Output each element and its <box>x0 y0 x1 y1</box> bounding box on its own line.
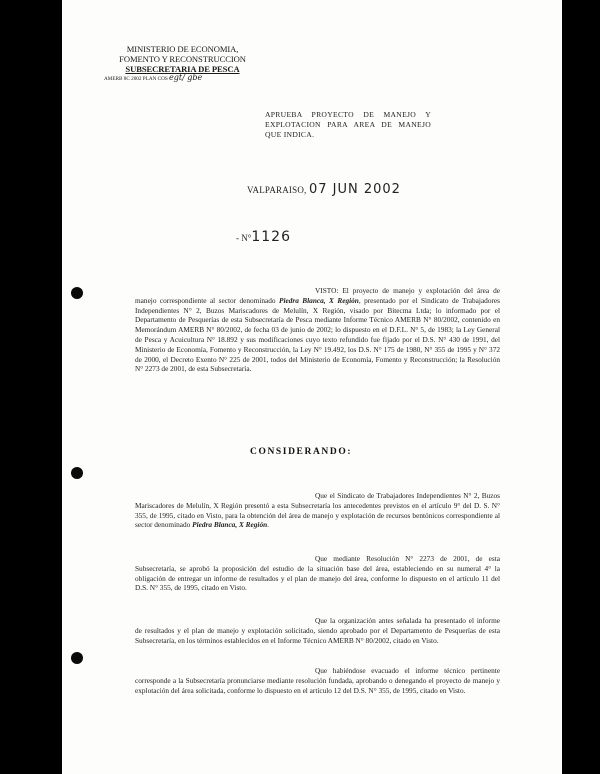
considerando-text: Que habiéndose evacuado el informe técnico pertinente corresponde a la Subsecretaría pronunciarse mediante resolución fundada, aprobando o denegando el proyecto de manejo y explotación del área solicitada, conforme lo dispuesto en el artículo 12 del D.S. N° 355, de 1995, citado en Visto. <box>135 666 500 695</box>
punch-hole <box>71 467 83 479</box>
considerando-paragraph <box>135 616 500 645</box>
visto-text: VISTO: El proyecto de manejo y explotación del área de manejo correspondiente al sector denominado <box>135 286 500 305</box>
considerando-paragraph <box>135 491 500 530</box>
considerando-text: Que mediante Resolución N° 2273 de 2001, de esta Subsecretaría, se aprobó la proposición del estudio de la situación base del área, estableciendo en su numeral 4° la obligación de entregar un informe de resultados y el plan de manejo del área, conforme lo dispuesto en el artículo 11 del D.S. N° 355, de 1995, citado en Visto. <box>135 554 500 593</box>
considerando-text: Que el Sindicato de Trabajadores Independientes N° 2, Buzos Mariscadores de Melulín, X Región presentó a esta Subsecretaría los antecedentes previstos en el artículo 9° del D. S. N° 355, de 1995, citado en Visto, para la obtención del área de manejo y explotación de recursos bentónicos correspondiente al sector denominado <box>135 491 500 530</box>
considerando-text: Que la organización antes señalada ha presentado el informe de resultados y el plan de manejo y explotación solicitado, siendo aprobado por el Departamento de Pesquerías de esta Subsecretaría, en los términos establecidos en el Informe Técnico AMERB N° 80/2002, citado en Visto. <box>135 616 500 645</box>
punch-hole <box>71 287 83 299</box>
reference-code: AMERB 8C 2002 PLAN COS <box>104 76 168 82</box>
considerando-heading: CONSIDERANDO: <box>250 447 353 457</box>
resolution-subject: APRUEBA PROYECTO DE MANEJO Y EXPLOTACION PARA AREA DE MANEJO QUE INDICA. <box>265 110 431 139</box>
letterhead-subsecretaria: SUBSECRETARIA DE PESCA <box>125 64 240 74</box>
letterhead-ministry: MINISTERIO DE ECONOMIA, <box>126 44 239 54</box>
considerando-paragraph <box>135 554 500 593</box>
resolution-number: - N°1126 <box>236 229 291 245</box>
visto-paragraph <box>135 286 500 374</box>
handwritten-initials: egt/ gbe <box>169 73 203 82</box>
considerando-end: . <box>267 520 269 530</box>
date-line <box>247 182 401 197</box>
considerando-sector: Piedra Blanca, X Región <box>192 520 268 530</box>
number-prefix: N° <box>241 233 252 243</box>
considerando-paragraph <box>135 666 500 695</box>
letterhead <box>90 44 275 83</box>
visto-sector: Piedra Blanca, X Región <box>279 295 359 305</box>
date-stamp: 07 JUN 2002 <box>308 182 401 197</box>
letterhead-ministry-cont: FOMENTO Y RECONSTRUCCION <box>119 54 246 64</box>
number-stamp: 1126 <box>251 229 291 245</box>
visto-text-rest: , presentado por el Sindicato de Trabajadores Independientes N° 2, Buzos Mariscadores de Melulín, X Región, visado por Bitecma Ltda; lo informado por el Departamento de Pesquerías de esta Subsecretaría de Pesca mediante Informe Técnico AMERB N° 80/2002, contenido en Memorándum AMERB N° 80/2002, de fecha 03 de junio de 2002; lo dispuesto en el D.F.L. N° 5, de 1983; la Ley General de Pesca y Acuicultura N° 18.892 y sus modificaciones cuyo texto refundido fue fijado por el D.S. N° 430 de 1991, del Ministerio de Economía, Fomento y Reconstrucción, la Ley N° 19.492, los D.S. N° 175 de 1980, N° 355 de 1995 y N° 372 de 2000, el Decreto Exento N° 225 de 2001, todos del Ministerio de Economía, Fomento y Reconstrucción; la Resolución N° 2273 de 2001, de esta Subsecretaría. <box>135 295 500 374</box>
letterhead-reference <box>90 74 275 83</box>
punch-hole <box>71 652 83 664</box>
date-place: VALPARAISO, <box>247 185 307 195</box>
